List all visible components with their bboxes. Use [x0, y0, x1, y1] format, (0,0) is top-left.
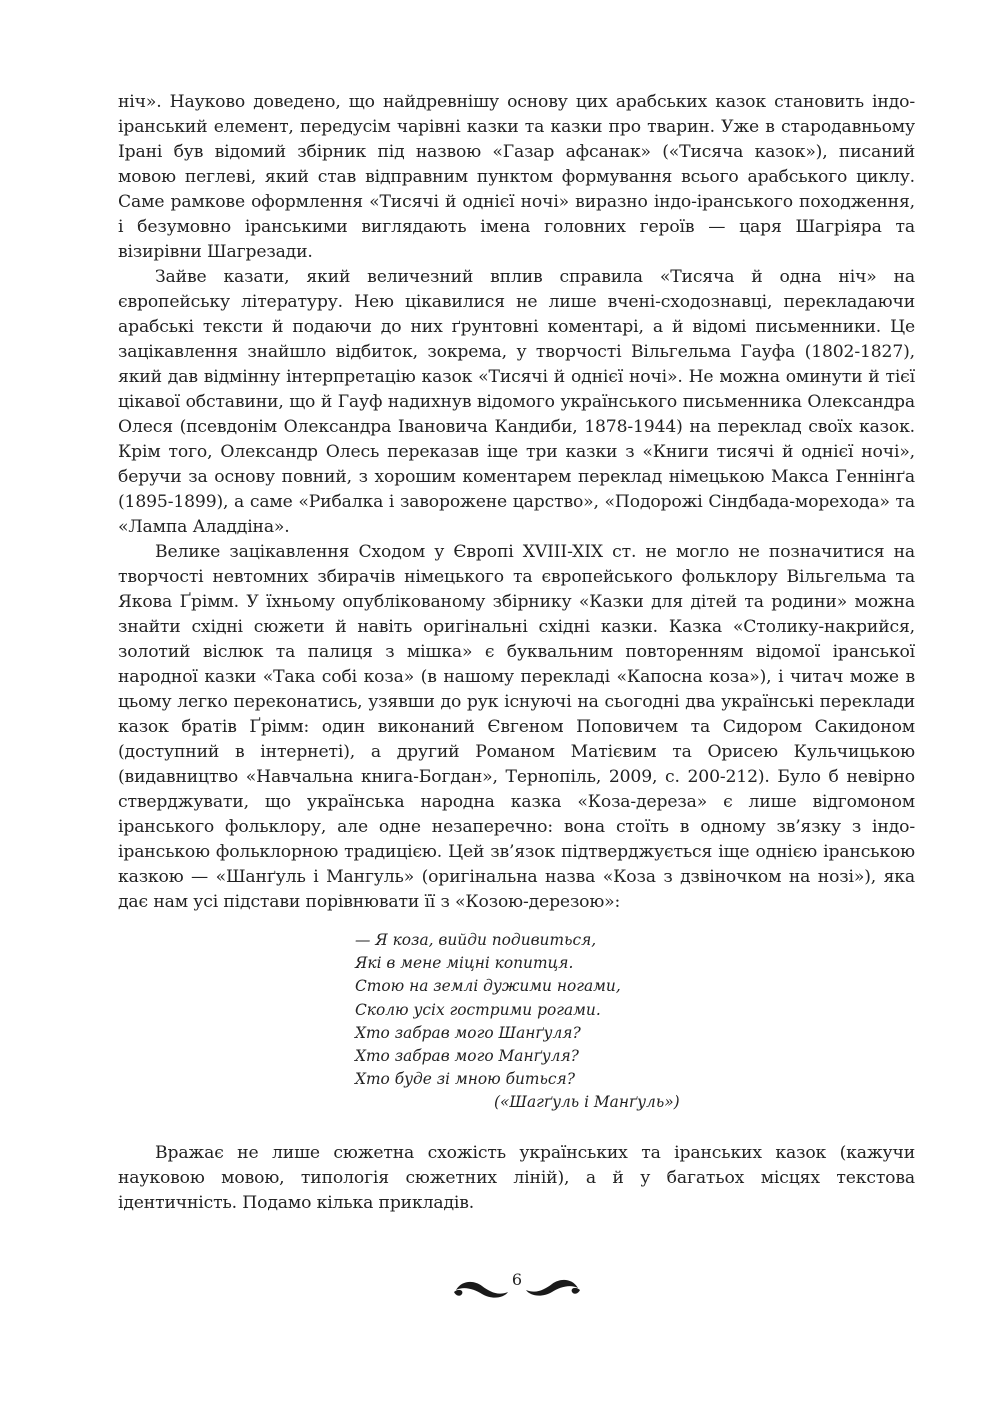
page-footer — [452, 1266, 582, 1306]
paragraph-4: Вражає не лише сюжетна схожість українських та іранських казок (кажучи науковою мовою, типологія сюжетних ліній), а й у багатьох місцях текстова ідентичність. Подамо кілька прикладів. — [118, 1142, 915, 1213]
poem-line: Хто забрав мого Манґуля? — [355, 1047, 579, 1066]
page-body — [118, 90, 915, 1216]
poem-line: Хто буде зі мною биться? — [355, 1070, 575, 1089]
page-number: 6 — [511, 1270, 523, 1289]
poem-quote — [355, 929, 915, 1115]
paragraph-3: Велике зацікавлення Сходом у Європі XVIII-XIX ст. не могло не позначитися на творчості невтомних збирачів німецького та європейського фольклору Вільгельма та Якова Ґрімм. У їхньому опублікованому збірнику «Казки для дітей та родини» можна знайти східні сюжети й навіть оригінальні східні казки. Казка «Столику-накрийся, золотий віслюк та палиця з мішка» є буквальним повторенням відомої іранської народної казки «Така собі коза» (в нашому перекладі «Капосна коза»), і читач може в цьому легко переконатись, узявши до рук існуючі на сьогодні два українські переклади казок братів Ґрімм: один виконаний Євгеном Поповичем та Сидором Сакидоном (доступний в інтернеті), а другий Романом Матієвим та Орисею Кульчицькою (видавництво «Навчальна книга-Богдан», Тернопіль, 2009, с. 200-212). Було б невірно стверджувати, що українська народна казка «Коза-дереза» є лише відгомоном іранського фольклору, але одне незаперечно: вона стоїть в одному зв’язку з індо-іранською фольклорною традицією. Цей зв’язок підтверджується іще однією іранською казкою — «Шанґуль і Мангуль» (оригінальна назва «Коза з дзвіночком на нозі»), яка дає нам усі підстави порівнювати її з «Козою-дерезою»: — [118, 542, 915, 912]
poem-source: («Шагґуль і Манґуль») — [494, 1093, 680, 1112]
poem-line: Сколю усіх гострими рогами. — [355, 1000, 601, 1019]
poem-line: — Я коза, вийди подивиться, — [355, 931, 597, 949]
poem-line: Які в мене міцні копитця. — [355, 954, 574, 973]
poem-line: Хто забрав мого Шанґуля? — [355, 1023, 581, 1042]
poem-line: Стою на землі дужими ногами, — [355, 977, 621, 996]
paragraph-2: Зайве казати, який величезний вплив справила «Тисяча й одна ніч» на європейську літературу. Нею цікавилися не лише вчені-сходознавці, перекладаючи арабські тексти й подаючи до них ґрунтовні коментарі, а й відомі письменники. Це зацікавлення знайшло відбиток, зокрема, у творчості Вільгельма Гауфа (1802-1827), який дав відмінну інтерпретацію казок «Тисячі й однієї ночі». Не можна оминути й тієї цікавої обставини, що й Гауф надихнув відомого українського письменника Олександра Олеся (псевдонім Олександра Івановича Кандиби, 1878-1944) на переклад своїх казок. Крім того, Олександр Олесь переказав іще три казки з «Книги тисячі й однієї ночі», беручи за основу повний, з хорошим коментарем переклад німецькою Макса Геннінґа (1895-1899), а саме «Рибалка і заворожене царство», «Подорожі Сіндбада-морехода» та «Лампа Аладдіна». — [118, 267, 915, 537]
paragraph-1: ніч». Науково доведено, що найдревнішу основу цих арабських казок становить індо-іранський елемент, передусім чарівні казки та казки про тварин. Уже в стародавньому Ірані був відомий збірник під назвою «Газар афсанак» («Тисяча казок»), писаний мовою пеглеві, який став відправним пунктом формування всього арабського циклу. Саме рамкове оформлення «Тисячі й однієї ночі» виразно індо-іранського походження, і безумовно іранськими виглядають імена головних героїв — царя Шагріяра та візирівни Шагрезади. — [118, 92, 915, 262]
